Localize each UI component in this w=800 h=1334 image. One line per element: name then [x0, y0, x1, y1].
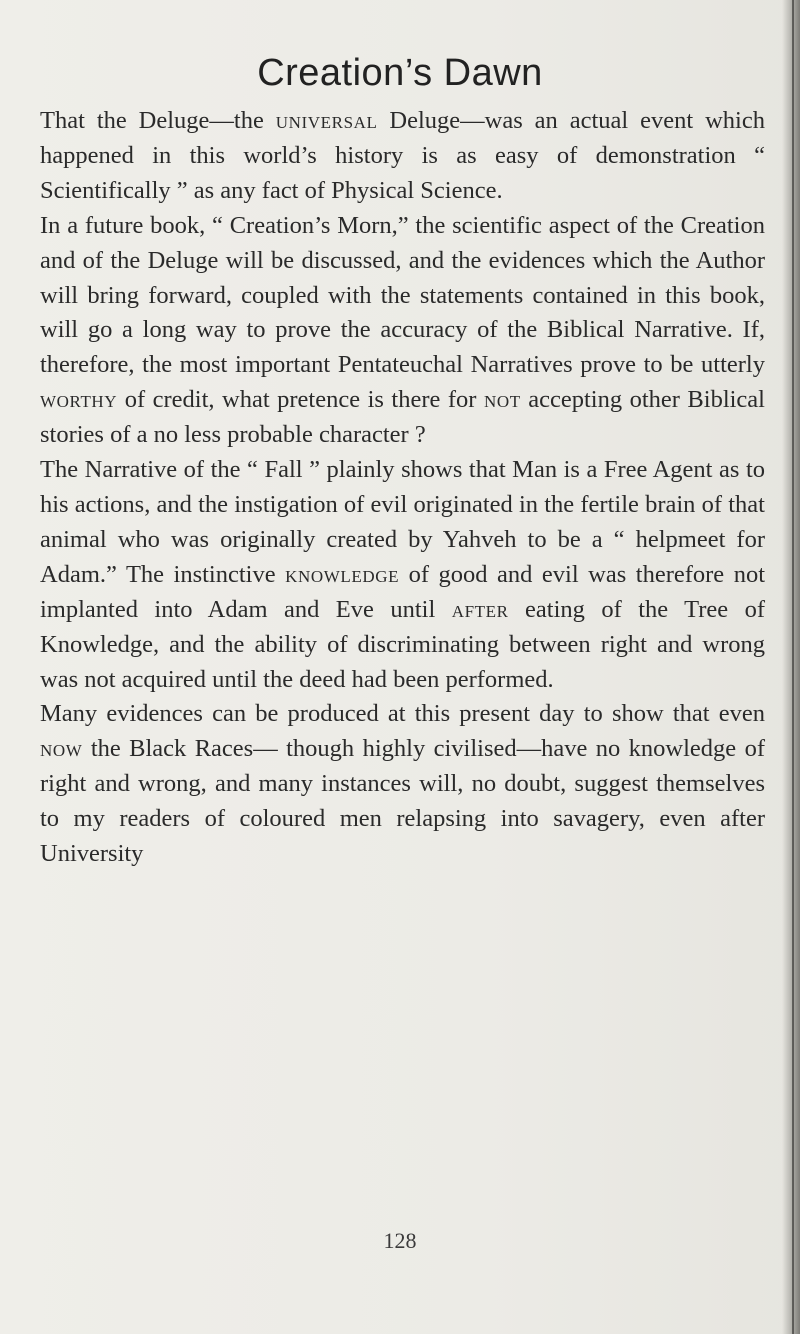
paragraph — [40, 209, 765, 453]
body-text — [40, 104, 765, 872]
text-run: accepting other Biblical stories of a no less probable character ? — [40, 386, 765, 449]
text-run: the Black Races— though highly civilised—have no knowledge of right and wrong, and many instances will, no doubt, suggest themselves to my readers of coloured men relapsing into savagery, even after University — [40, 735, 765, 868]
text-run: of good and evil was therefore not implanted into Adam and Eve until — [40, 560, 765, 623]
text-run: eating of the Tree of Knowledge, and the ability of discriminating between right and wrong was not acquired until the deed had been performed. — [40, 595, 766, 693]
paragraph — [40, 453, 765, 697]
text-run: That the Deluge—the — [40, 107, 276, 134]
text-run: The Narrative of the “ Fall ” plainly shows that Man is a Free Agent as to his actions, and the instigation of evil originated in the fertile brain of that animal who was originally created by Yahveh to be a “ helpmeet for Adam.” The instinctive — [40, 456, 765, 588]
page-edge-line — [792, 0, 794, 1334]
running-title: Creation’s Dawn — [257, 52, 543, 94]
paragraph — [40, 104, 765, 209]
small-caps-word: knowledge — [285, 560, 400, 588]
small-caps-word: after — [451, 595, 509, 623]
text-run: In a future book, “ Creation’s Morn,” the scientific aspect of the Creation and of the Deluge will be discussed, and the evidences which the Author will bring forward, coupled with the statements contained in this book, will go a long way to prove the accuracy of the Biblical Narrative. If, therefore, the most important Pentateuchal Narratives prove to be utterly — [40, 211, 765, 379]
small-caps-word: worthy — [40, 386, 118, 414]
text-run: Many evidences can be produced at this present day to show that even — [40, 700, 765, 728]
small-caps-word: not — [483, 386, 521, 414]
text-run: Deluge—was an actual event which happened in this world’s history is as easy of demonstration “ Scientifically ” as any fact of Physical Science. — [40, 107, 765, 204]
text-run: of credit, what pretence is there for — [117, 386, 484, 414]
small-caps-word: now — [40, 735, 83, 763]
paragraph — [40, 697, 765, 872]
page-edge-shadow — [782, 0, 800, 1334]
small-caps-word: universal — [275, 107, 378, 134]
page-number: 128 — [383, 1228, 417, 1253]
